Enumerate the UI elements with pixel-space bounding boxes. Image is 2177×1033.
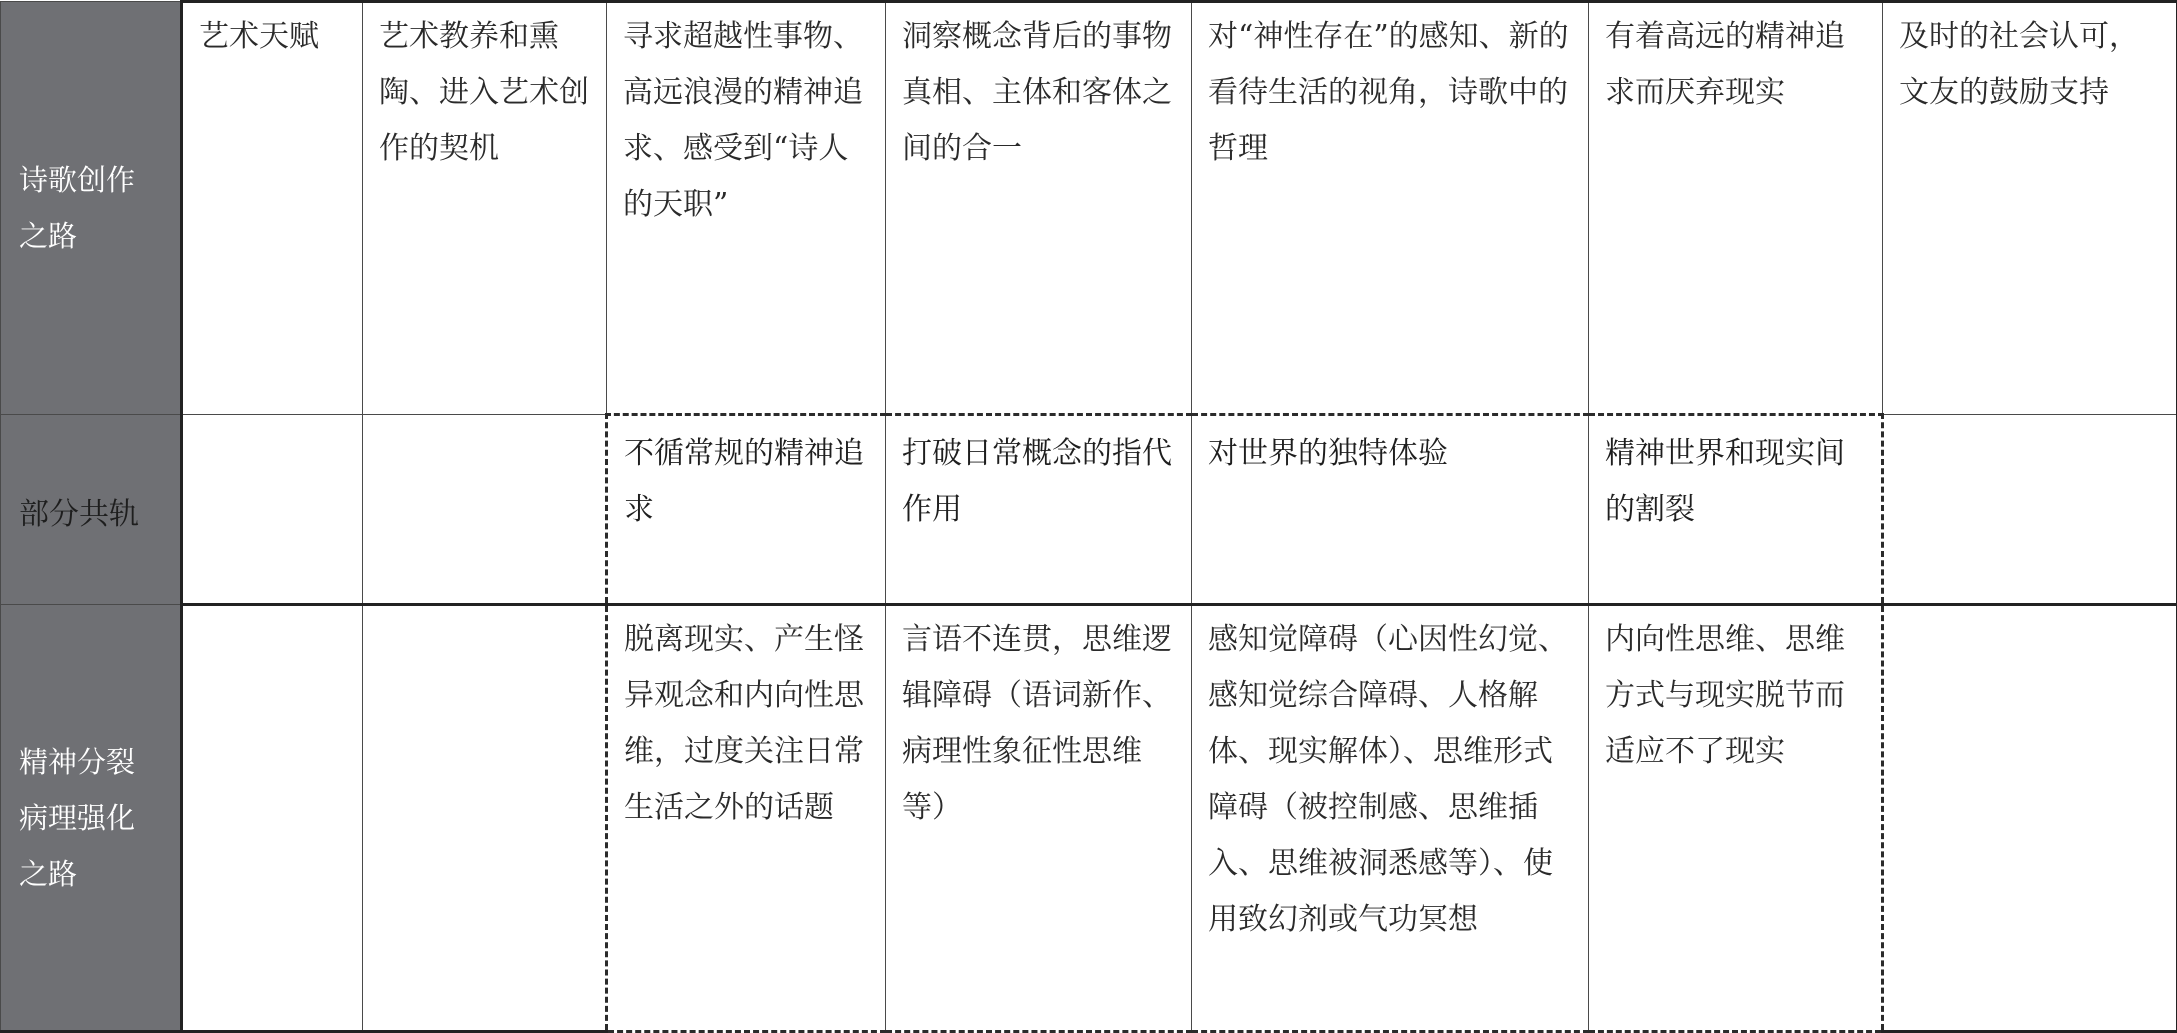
- table-cell-highlighted: 内向性思维、思维方式与现实脱节而适应不了现实: [1589, 605, 1883, 1032]
- table-cell-highlighted: 言语不连贯，思维逻辑障碍（语词新作、病理性象征性思维等）: [886, 605, 1192, 1032]
- table-row-schizophrenia-path: [1, 605, 2177, 1032]
- table-cell-highlighted: 精神世界和现实间的割裂: [1589, 415, 1883, 605]
- row-header-schizophrenia-path: 精神分裂病理强化之路: [1, 605, 182, 1032]
- table-cell: 艺术教养和熏陶、进入艺术创作的契机: [363, 2, 607, 415]
- table-cell: 艺术天赋: [182, 2, 363, 415]
- table-cell: 对“神性存在”的感知、新的看待生活的视角，诗歌中的哲理: [1192, 2, 1589, 415]
- table-cell: 有着高远的精神追求而厌弃现实: [1589, 2, 1883, 415]
- row-header-shared-track: 部分共轨: [1, 415, 182, 605]
- table-cell-highlighted: 不循常规的精神追求: [607, 415, 886, 605]
- table-cell: 洞察概念背后的事物真相、主体和客体之间的合一: [886, 2, 1192, 415]
- table-cell-highlighted: 打破日常概念的指代作用: [886, 415, 1192, 605]
- table-cell: [363, 605, 607, 1032]
- table-cell-highlighted: 脱离现实、产生怪异观念和内向性思维，过度关注日常生活之外的话题: [607, 605, 886, 1032]
- table-row-poetry-path: [1, 2, 2177, 415]
- table-cell-highlighted: 对世界的独特体验: [1192, 415, 1589, 605]
- table-cell: 寻求超越性事物、高远浪漫的精神追求、感受到“诗人的天职”: [607, 2, 886, 415]
- table-cell: 及时的社会认可，文友的鼓励支持: [1883, 2, 2177, 415]
- table-cell: [182, 415, 363, 605]
- table-cell-highlighted: 感知觉障碍（心因性幻觉、感知觉综合障碍、人格解体、现实解体）、思维形式障碍（被控制感、思维插入、思维被洞悉感等）、使用致幻剂或气功冥想: [1192, 605, 1589, 1032]
- row-header-poetry-path: 诗歌创作之路: [1, 2, 182, 415]
- table-cell: [182, 605, 363, 1032]
- table-cell: [1883, 415, 2177, 605]
- table-row-shared-track: [1, 415, 2177, 605]
- table-cell: [1883, 605, 2177, 1032]
- table-cell: [363, 415, 607, 605]
